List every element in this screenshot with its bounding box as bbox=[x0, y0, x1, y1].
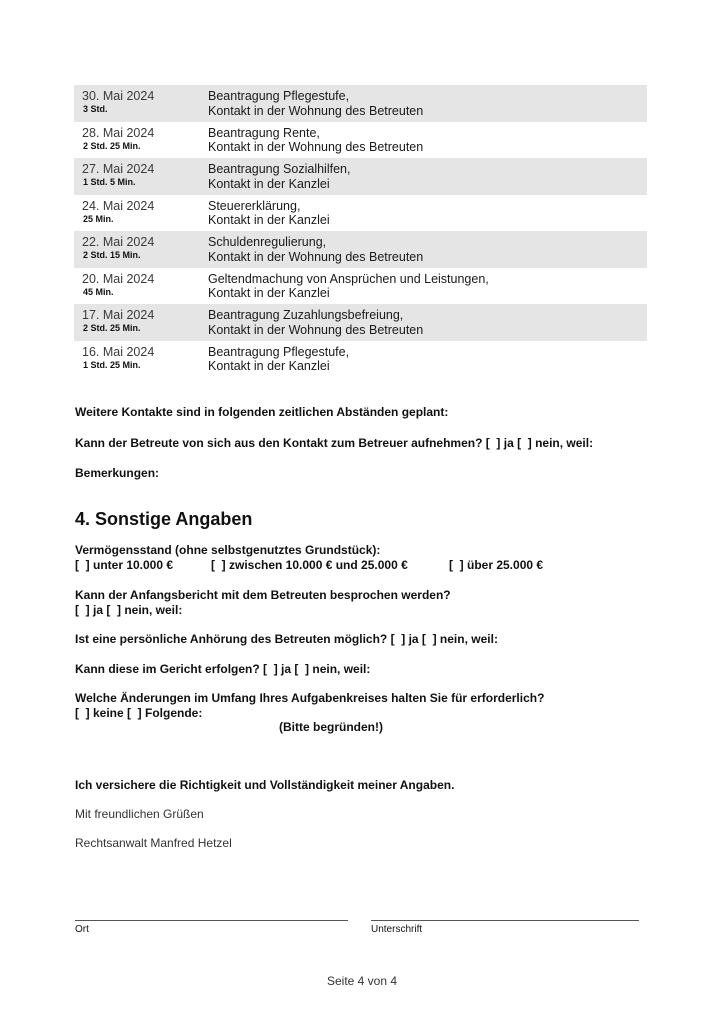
contact-date: 30. Mai 2024 bbox=[82, 89, 155, 103]
assets-options bbox=[75, 558, 635, 574]
table-row bbox=[74, 268, 647, 305]
description-cell bbox=[208, 235, 647, 268]
date-cell bbox=[74, 308, 208, 341]
changes-note: (Bitte begründen!) bbox=[279, 720, 383, 734]
signatory-name: Rechtsanwalt Manfred Hetzel bbox=[75, 836, 232, 850]
place-label: Ort bbox=[75, 924, 89, 935]
further-contacts-question: Weitere Kontakte sind in folgenden zeitlichen Abständen geplant: bbox=[75, 405, 449, 419]
contact-location: Kontakt in der Kanzlei bbox=[208, 359, 330, 373]
table-row bbox=[74, 85, 647, 122]
date-cell bbox=[74, 345, 208, 378]
description-cell bbox=[208, 308, 647, 341]
contact-location: Kontakt in der Wohnung des Betreuten bbox=[208, 103, 424, 118]
changes-question: Welche Änderungen im Umfang Ihres Aufgabenkreises halten Sie für erforderlich? bbox=[75, 691, 545, 705]
description-cell bbox=[208, 162, 647, 195]
date-cell bbox=[74, 272, 208, 305]
contact-purpose: Beantragung Zuzahlungsbefreiung, bbox=[208, 308, 404, 322]
contact-date: 20. Mai 2024 bbox=[82, 271, 155, 286]
date-cell bbox=[74, 126, 208, 159]
signature-line bbox=[371, 920, 639, 921]
contact-duration: 25 Min. bbox=[83, 213, 114, 224]
description-cell bbox=[208, 126, 647, 159]
assets-option-over-25000[interactable]: [ ] über 25.000 € bbox=[449, 558, 544, 572]
remarks-label: Bemerkungen: bbox=[75, 466, 160, 480]
contact-location: Kontakt in der Kanzlei bbox=[208, 176, 330, 191]
contact-purpose: Beantragung Rente, bbox=[208, 125, 320, 140]
assurance-statement: Ich versichere die Richtigkeit und Vollständigkeit meiner Angaben. bbox=[75, 778, 455, 792]
section-4-title: 4. Sonstige Angaben bbox=[75, 509, 253, 529]
assets-label: Vermögensstand (ohne selbstgenutztes Grundstück): bbox=[75, 543, 381, 557]
contact-purpose: Geltendmachung von Ansprüchen und Leistungen, bbox=[208, 271, 489, 286]
assets-option-under-10000[interactable]: [ ] unter 10.000 € bbox=[75, 558, 174, 572]
contact-duration: 2 Std. 15 Min. bbox=[83, 250, 141, 260]
contact-purpose: Beantragung Pflegestufe, bbox=[208, 89, 350, 103]
contact-date: 24. Mai 2024 bbox=[82, 198, 155, 213]
contact-date: 16. Mai 2024 bbox=[82, 344, 155, 359]
court-question[interactable]: Kann diese im Gericht erfolgen? [ ] ja [ ] nein, weil: bbox=[75, 662, 371, 676]
contact-purpose: Steuererklärung, bbox=[208, 198, 301, 213]
contact-duration: 1 Std. 5 Min. bbox=[83, 177, 136, 187]
contact-purpose: Schuldenregulierung, bbox=[208, 235, 327, 249]
contact-duration: 2 Std. 25 Min. bbox=[83, 140, 141, 151]
table-row bbox=[74, 304, 647, 341]
description-cell bbox=[208, 272, 647, 305]
contact-duration: 1 Std. 25 Min. bbox=[83, 359, 141, 370]
report-options[interactable]: [ ] ja [ ] nein, weil: bbox=[75, 603, 183, 617]
greeting: Mit freundlichen Grüßen bbox=[75, 807, 204, 821]
contact-date: 27. Mai 2024 bbox=[82, 162, 155, 176]
contact-date: 17. Mai 2024 bbox=[82, 308, 155, 322]
contact-location: Kontakt in der Wohnung des Betreuten bbox=[208, 140, 424, 154]
signature-label: Unterschrift bbox=[371, 924, 423, 935]
report-question: Kann der Anfangsbericht mit dem Betreuten besprochen werden? bbox=[75, 588, 451, 602]
changes-options[interactable]: [ ] keine [ ] Folgende: bbox=[75, 706, 203, 720]
contact-duration: 45 Min. bbox=[83, 286, 114, 297]
contact-date: 28. Mai 2024 bbox=[82, 125, 155, 140]
table-row bbox=[74, 158, 647, 195]
contact-purpose: Beantragung Pflegestufe, bbox=[208, 344, 350, 359]
date-cell bbox=[74, 89, 208, 122]
description-cell bbox=[208, 199, 647, 232]
table-row bbox=[74, 122, 647, 159]
date-cell bbox=[74, 235, 208, 268]
hearing-question[interactable]: Ist eine persönliche Anhörung des Betreuten möglich? [ ] ja [ ] nein, weil: bbox=[75, 632, 498, 646]
self-contact-question: Kann der Betreute von sich aus den Kontakt zum Betreuer aufnehmen? [ ] ja [ ] nein, weil: bbox=[75, 436, 594, 450]
contact-location: Kontakt in der Wohnung des Betreuten bbox=[208, 322, 424, 337]
place-signature-line bbox=[75, 920, 348, 921]
contacts-table bbox=[74, 85, 647, 377]
contact-date: 22. Mai 2024 bbox=[82, 235, 155, 249]
date-cell bbox=[74, 162, 208, 195]
contact-duration: 2 Std. 25 Min. bbox=[83, 323, 141, 333]
description-cell bbox=[208, 89, 647, 122]
contact-location: Kontakt in der Kanzlei bbox=[208, 286, 330, 300]
table-row bbox=[74, 195, 647, 232]
date-cell bbox=[74, 199, 208, 232]
contact-location: Kontakt in der Wohnung des Betreuten bbox=[208, 249, 424, 264]
page-number: Seite 4 von 4 bbox=[326, 974, 398, 988]
contact-location: Kontakt in der Kanzlei bbox=[208, 213, 330, 227]
contact-purpose: Beantragung Sozialhilfen, bbox=[208, 162, 351, 176]
contact-duration: 3 Std. bbox=[83, 104, 108, 114]
description-cell bbox=[208, 345, 647, 378]
assets-option-10000-25000[interactable]: [ ] zwischen 10.000 € und 25.000 € bbox=[211, 558, 408, 572]
table-row bbox=[74, 231, 647, 268]
table-row bbox=[74, 341, 647, 378]
